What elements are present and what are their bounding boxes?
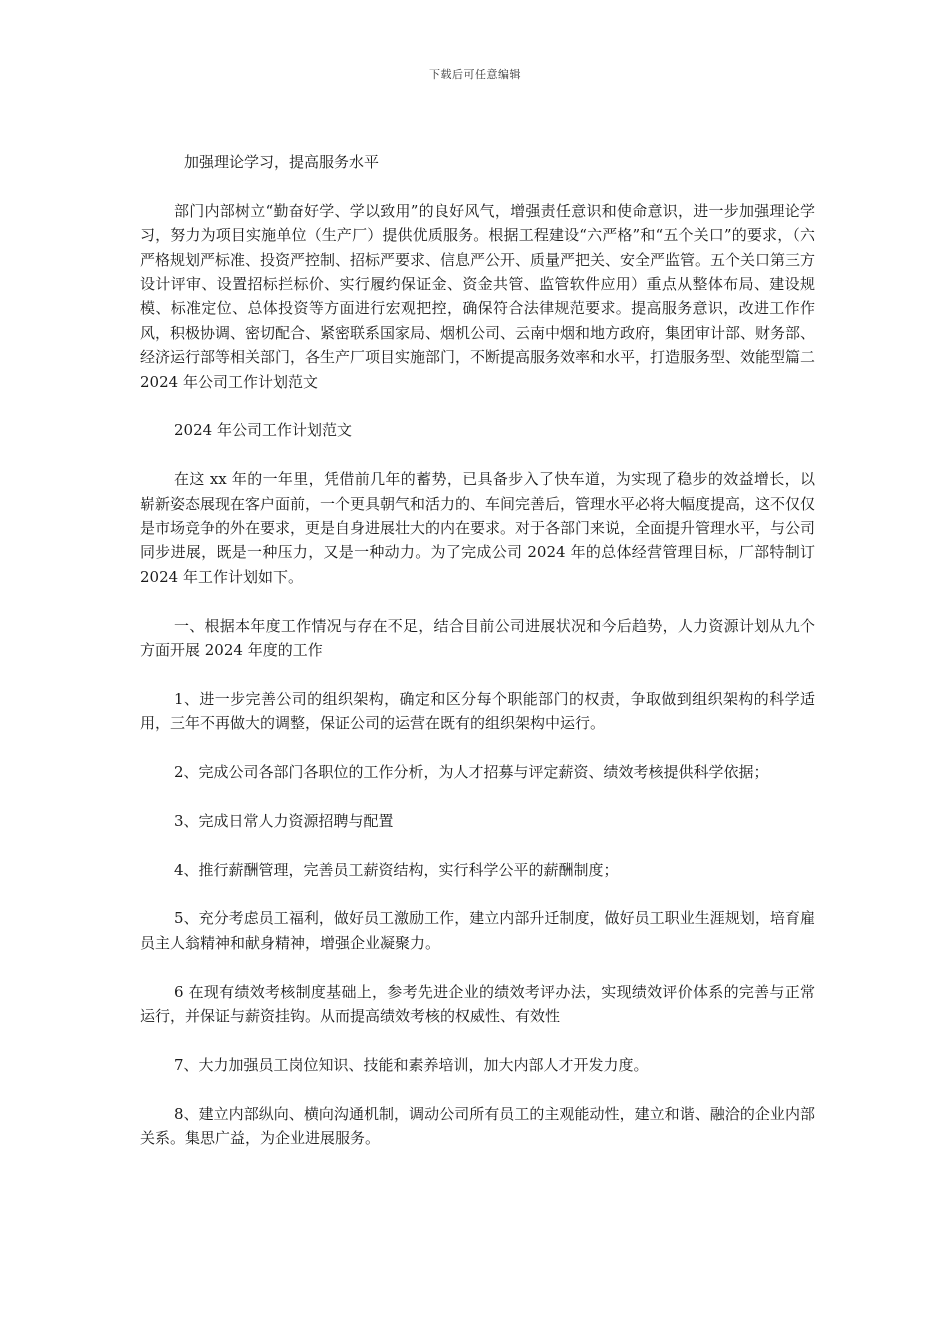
list-item: 7、大力加强员工岗位知识、技能和素养培训，加大内部人才开发力度。 xyxy=(174,1055,649,1074)
body-paragraph: 在这 xx 年的一年里，凭借前几年的蓄势，已具备步入了快车道，为实现了稳步的效益增长，以崭新姿态展现在客户面前，一个更具朝气和活力的、车间完善后，管理水平必将大幅度提高，这不仅仅是市场竞争的外在要求，更是自身进展壮大的内在要求。对于各部门来说，全面提升管理水平，与公司同步进展，既是一种压力，又是一种动力。为了完成公司 2024 年的总体经营管理目标，厂部特制订 2024 年工作计划如下。 xyxy=(140,470,816,586)
body-paragraph: 部门内部树立“勤奋好学、学以致用”的良好风气，增强责任意识和使命意识，进一步加强理论学习，努力为项目实施单位（生产厂）提供优质服务。根据工程建设“六严格”和“五个关口”的要求，（六严格规划严标准、投资严控制、招标严要求、信息严公开、质量严把关、安全严监管。五个关口第三方设计评审、设置招标拦标价、实行履约保证金、资金共管、监管软件应用）重点从整体布局、建设规模、标准定位、总体投资等方面进行宏观把控，确保符合法律规范要求。提高服务意识，改进工作作风，积极协调、密切配合、紧密联系国家局、烟机公司、云南中烟和地方政府，集团审计部、财务部、经济运行部等相关部门，各生产厂项目实施部门，不断提高服务效率和水平，打造服务型、效能型篇二 2024 年公司工作计划范文 xyxy=(140,201,816,391)
list-item: 2、完成公司各部门各职位的工作分析，为人才招募与评定薪资、绩效考核提供科学依据； xyxy=(174,763,769,782)
document-body xyxy=(140,150,815,1175)
list-item: 3、完成日常人力资源招聘与配置 xyxy=(174,811,394,830)
list-item: 1、进一步完善公司的组织架构，确定和区分每个职能部门的权责，争取做到组织架构的科学适用，三年不再做大的调整，保证公司的运营在既有的组织架构中运行。 xyxy=(140,689,815,733)
list-item: 8、建立内部纵向、横向沟通机制，调动公司所有员工的主观能动性，建立和谐、融洽的企业内部关系。集思广益，为企业进展服务。 xyxy=(140,1104,815,1148)
document-subtitle: 2024 年公司工作计划范文 xyxy=(174,421,352,440)
list-item: 5、充分考虑员工福利，做好员工激励工作，建立内部升迁制度，做好员工职业生涯规划，培育雇员主人翁精神和献身精神，增强企业凝聚力。 xyxy=(140,909,815,952)
page-header-note: 下载后可任意编辑 xyxy=(429,68,521,81)
list-intro-paragraph: 一、根据本年度工作情况与存在不足，结合目前公司进展状况和今后趋势，人力资源计划从九个方面开展 2024 年度的工作 xyxy=(140,616,815,660)
section-heading: 加强理论学习，提高服务水平 xyxy=(184,153,380,171)
list-item: 4、推行薪酬管理，完善员工薪资结构，实行科学公平的薪酬制度； xyxy=(174,860,619,879)
list-item: 6 在现有绩效考核制度基础上，参考先进企业的绩效考评办法，实现绩效评价体系的完善与正常运行，并保证与薪资挂钩。从而提高绩效考核的权威性、有效性 xyxy=(140,982,815,1026)
